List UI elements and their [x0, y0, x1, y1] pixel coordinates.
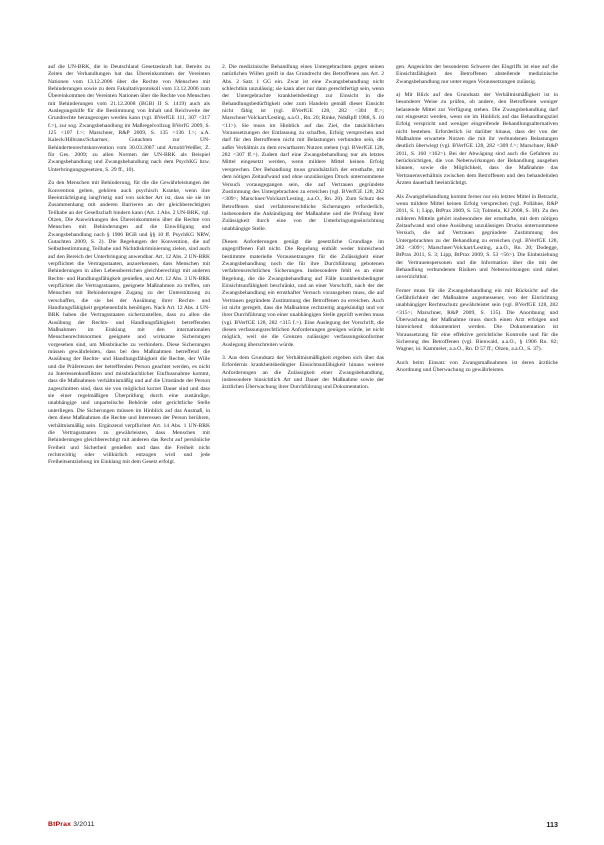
journal-name [48, 821, 95, 828]
column-2 [222, 64, 384, 829]
column-1 [48, 64, 210, 829]
paragraph: a) Mit Blick auf den Grundsatz der Verhältnismäßigkeit ist in besonderer Weise zu prüfen, ob andere, den Betroffenen weniger belastende Mittel zur Verfügung stehen. Die Zwangsbehandlung darf nur eingesetzt werden, wenn sie im Hinblick auf das Behandlungsziel Erfolg verspricht und weniger eingreifende Behandlungsalternativen nicht bestehen. Erforderlich ist darüber hinaus, dass der von der Maßnahme erwartete Nutzen die mit ihr verbundenen Belastungen deutlich überwiegt (vgl. BVerfGE 128, 282 <309 f.>; Marschner, R&P 2011, S. 160 <162>). Bei der Abwägung sind auch die Gefahren zu berücksichtigen, die von Nebenwirkungen der Behandlung ausgehen können, sowie die Möglichkeit, dass die Maßnahme das Vertrauensverhältnis zwischen dem Betroffenen und den behandelnden Ärzten dauerhaft beeinträchtigt. [396, 92, 558, 187]
paragraph: Ferner muss für die Zwangsbehandlung ein mit Rücksicht auf die Gefährlichkeit der Maßnahme angemessener, von der Einrichtung unabhängiger Rechtsschutz gewährleistet sein (vgl. BVerfGE 128, 282 <315>; Marschner, R&P 2009, S. 135). Die Anordnung und Überwachung der Maßnahme muss durch einen Arzt erfolgen und hinreichend dokumentiert werden. Die Dokumentation ist Voraussetzung für eine effektive gerichtliche Kontrolle und für die Sicherung des Betroffenen (vgl. Bienwald, a.a.O., § 1906 Rn. 82; Wagner, in: Kammeier, a.a.O., Rn. D 57 ff.; Olzen, a.a.O., S. 37). [396, 287, 558, 353]
paragraph: Zu den Menschen mit Behinderung, für die die Gewährleistungen der Konvention gelten, gehören auch psychisch Kranke, wenn ihre Beeinträchtigung langfristig und von solcher Art ist, dass sie sie im Zusammenhang mit anderen Barrieren an der gleichberechtigten Teilhabe an der Gesellschaft hindern kann (Art. 1 Abs. 2 UN-BRK, vgl. Olzen, Die Auswirkungen des Übereinkommens über die Rechte von Menschen mit Behinderungen auf die Einwilligung und Zwangsbehandlung nach § 1906 BGB und §§ 10 ff. PsychKG NRW, Gutachten 2009, S. 2). Die Regelungen der Konvention, die auf Selbstbestimmung, Teilhabe und Nichtdiskriminierung zielen, sind auch auf den Bereich der Unterbringung anwendbar. Art. 12 Abs. 2 UN-BRK verpflichtet die Vertragsstaaten, anzuerkennen, dass Menschen mit Behinderungen in allen Lebensbereichen gleichberechtigt mit anderen Rechts- und Handlungsfähigkeit genießen, und Art. 12 Abs. 3 UN-BRK verpflichtet die Vertragsstaaten, geeignete Maßnahmen zu treffen, um Menschen mit Behinderungen Zugang zu der Unterstützung zu verschaffen, die sie bei der Ausübung ihrer Rechts- und Handlungsfähigkeit gegebenenfalls benötigen. Nach Art. 12 Abs. 4 UN-BRK haben die Vertragsstaaten sicherzustellen, dass zu allen die Ausübung der Rechts- und Handlungsfähigkeit betreffenden Maßnahmen im Einklang mit den internationalen Menschenrechtsnormen geeignete und wirksame Sicherungen vorgesehen sind, um Missbräuche zu verhindern. Diese Sicherungen müssen gewährleisten, dass bei den Maßnahmen betreffend die Ausübung der Rechts- und Handlungsfähigkeit die Rechte, der Wille und die Präferenzen der betreffenden Person geachtet werden, es nicht zu Interessenkonflikten und missbräuchlicher Einflussnahme kommt, dass die Maßnahmen verhältnismäßig und auf die Umstände der Person zugeschnitten sind, dass sie von möglichst kurzer Dauer sind und dass sie einer regelmäßigen Überprüfung durch eine zuständige, unabhängige und unparteiische Behörde oder gerichtliche Stelle unterliegen. Die Sicherungen müssen im Hinblick auf das Ausmaß, in dem diese Maßnahmen die Rechte und Interessen der Person berühren, verhältnismäßig sein. Ergänzend verpflichtet Art. 14 Abs. 1 UN-BRK die Vertragsstaaten zu gewährleisten, dass Menschen mit Behinderungen gleichberechtigt mit anderen das Recht auf persönliche Freiheit und Sicherheit genießen und dass die Freiheit nicht rechtswidrig oder willkürlich entzogen wird und jede Freiheitsentziehung im Einklang mit dem Gesetz erfolgt. [48, 180, 210, 466]
paragraph: 3. Aus dem Grundsatz der Verhältnismäßigkeit ergeben sich über das Erfordernis krankheitsbedingter Einsichtsunfähigkeit hinaus weitere Anforderungen an die Zulässigkeit einer Zwangsbehandlung, insbesondere hinsichtlich Art und Dauer der Maßnahme sowie der ärztlichen Überwachung ihrer Durchführung und Dokumentation. [222, 355, 384, 391]
page-footer [48, 820, 558, 829]
column-3 [396, 64, 558, 829]
paragraph: Auch beim Einsatz von Zwangsmaßnahmen ist deren ärztliche Anordnung und Überwachung zu gewährleisten. [396, 359, 558, 374]
paragraph: gen. Angesichts der besonderen Schwere des Eingriffs ist eine auf die Einsichtsfähigkeit des Betroffenen abstellende medizinische Zwangsbehandlung nur unter engen Voraussetzungen zulässig. [396, 64, 558, 85]
journal-issue: 3/2011 [73, 821, 95, 828]
paragraph: Diesen Anforderungen genügt die gesetzliche Grundlage im angegriffenen Fall nicht. Die Regelung enthält weder hinreichend bestimmte materielle Voraussetzungen für die Zulässigkeit einer Zwangsbehandlung noch die für ihre Durchführung gebotenen verfahrensrechtlichen Sicherungen. Insbesondere fehlt es an einer Regelung, die die Zwangsbehandlung auf Fälle krankheitsbedingter Einsichtsunfähigkeit beschränkt, und an einer Vorschrift, nach der der Zwangsbehandlung ein ernsthafter Versuch vorausgehen muss, die auf Vertrauen gegründete Zustimmung des Betroffenen zu erreichen. Auch ist nicht geregelt, dass die Maßnahme rechtzeitig angekündigt und vor ihrer Durchführung von einer unabhängigen Stelle geprüft werden muss (vgl. BVerfGE 128, 282 <315 f.>). Eine Auslegung der Vorschrift, die diesen verfassungsrechtlichen Anforderungen genügen würde, ist nicht möglich, weil sie die Grenzen zulässiger verfassungskonformer Auslegung überschreiten würde. [222, 238, 384, 348]
paragraph: auf die UN-BRK, die in Deutschland Gesetzeskraft hat. Bereits zu Zeiten der Verhandlungen hat das Übereinkommen der Vereinten Nationen vom 13.12.2006 über die Rechte von Menschen mit Behinderungen sowie zu dem Fakultativprotokoll vom 13.12.2006 zum Übereinkommen der Vereinten Nationen über die Rechte von Menschen mit Behinderungen vom 21.12.2008 (BGBl II S. 1419) auch als Auslegungshilfe für die Bestimmung von Inhalt und Reichweite der Grundrechte herangezogen werden kann (vgl. BVerfGE 111, 307 <317 f.>), zur sog. Zwangsbehandlung im Maßregelvollzug BVerfG 2009, S. 125 <107 f.>; Marschner, R&P 2009, S. 135 <136 f.>; a.A. Kaleck/Hilbrans/Scharmer, Gutachten zur UN-Behindertenrechtskonvention vom 30.03.2007 und Arnold/Weißer, Z. für Ges. 2009; zu allen Normen der UN-BRK als Beispiel Zwangsbehandlung und Zwangsbehandlung nach dem PsychKG bzw. Unterbringungsgesetzen, S. 29 ff., 10). [48, 64, 210, 173]
paragraph: 2. Die medizinische Behandlung eines Untergebrachten gegen seinen natürlichen Willen greift in das Grundrecht des Betroffenen aus Art. 2 Abs. 2 Satz 1 GG ein. Zwar ist eine Zwangsbehandlung nicht schlechthin unzulässig; sie kann aber nur dann gerechtfertigt sein, wenn der Untergebrachte krankheitsbedingt zur Einsicht in die Behandlungsbedürftigkeit oder zum Handeln gemäß dieser Einsicht nicht fähig ist (vgl. BVerfGE 128, 282 <304 ff.>; Marschner/Volckart/Lesting, a.a.O., Rn. 20; Rinke, NdsRpfl 1988, S. 10 <11>). Sie muss im Hinblick auf das Ziel, die tatsächlichen Voraussetzungen der Entlassung zu schaffen, Erfolg versprechen und darf für den Betroffenen nicht mit Belastungen verbunden sein, die außer Verhältnis zu dem erwartbaren Nutzen stehen (vgl. BVerfGE 128, 282 <307 ff.>). Zudem darf eine Zwangsbehandlung nur als letztes Mittel eingesetzt werden, wenn mildere Mittel keinen Erfolg versprechen. Der Behandlung muss grundsätzlich der ernsthafte, mit dem nötigen Zeitaufwand und ohne unzulässigen Druck unternommene Versuch vorausgegangen sein, die auf Vertrauen gegründete Zustimmung des Untergebrachten zu erreichen (vgl. BVerfGE 128, 282 <309>; Marschner/Volckart/Lesting, a.a.O., Rn. 20). Zum Schutz des Betroffenen sind verfahrensrechtliche Sicherungen erforderlich, insbesondere die Ankündigung der Maßnahme und die Prüfung ihrer Zulässigkeit durch eine von der Unterbringungseinrichtung unabhängige Stelle. [222, 64, 384, 232]
paragraph: Als Zwangsbehandlung kommt ferner nur ein letztes Mittel in Betracht, wenn mildere Mittel keinen Erfolg versprechen (vgl. Pollähne, R&P 2011, S. 1; Lipp, BtPrax 2009, S. 53; Tolmein, KJ 2008, S. 38). Zu den milderen Mitteln gehört insbesondere der ernsthafte, mit dem nötigen Zeitaufwand und ohne Ausübung unzulässigen Drucks unternommene Versuch, die auf Vertrauen gegründete Zustimmung des Untergebrachten zu der Behandlung zu erreichen (vgl. BVerfGE 128, 282 <309>; Marschner/Volckart/Lesting, a.a.O., Rn. 20; Dodegge, BtPrax 2011, S. 3; Lipp, BtPrax 2009, S. 53 <56>). Die Einbeziehung der Vertrauenspersonen und die Information über die mit der Behandlung verbundenen Risiken und Nebenwirkungen sind dabei unverzichtbar. [396, 193, 558, 281]
page-number: 113 [546, 820, 558, 829]
text-columns [48, 64, 558, 829]
journal-title: BtPrax [48, 821, 72, 828]
